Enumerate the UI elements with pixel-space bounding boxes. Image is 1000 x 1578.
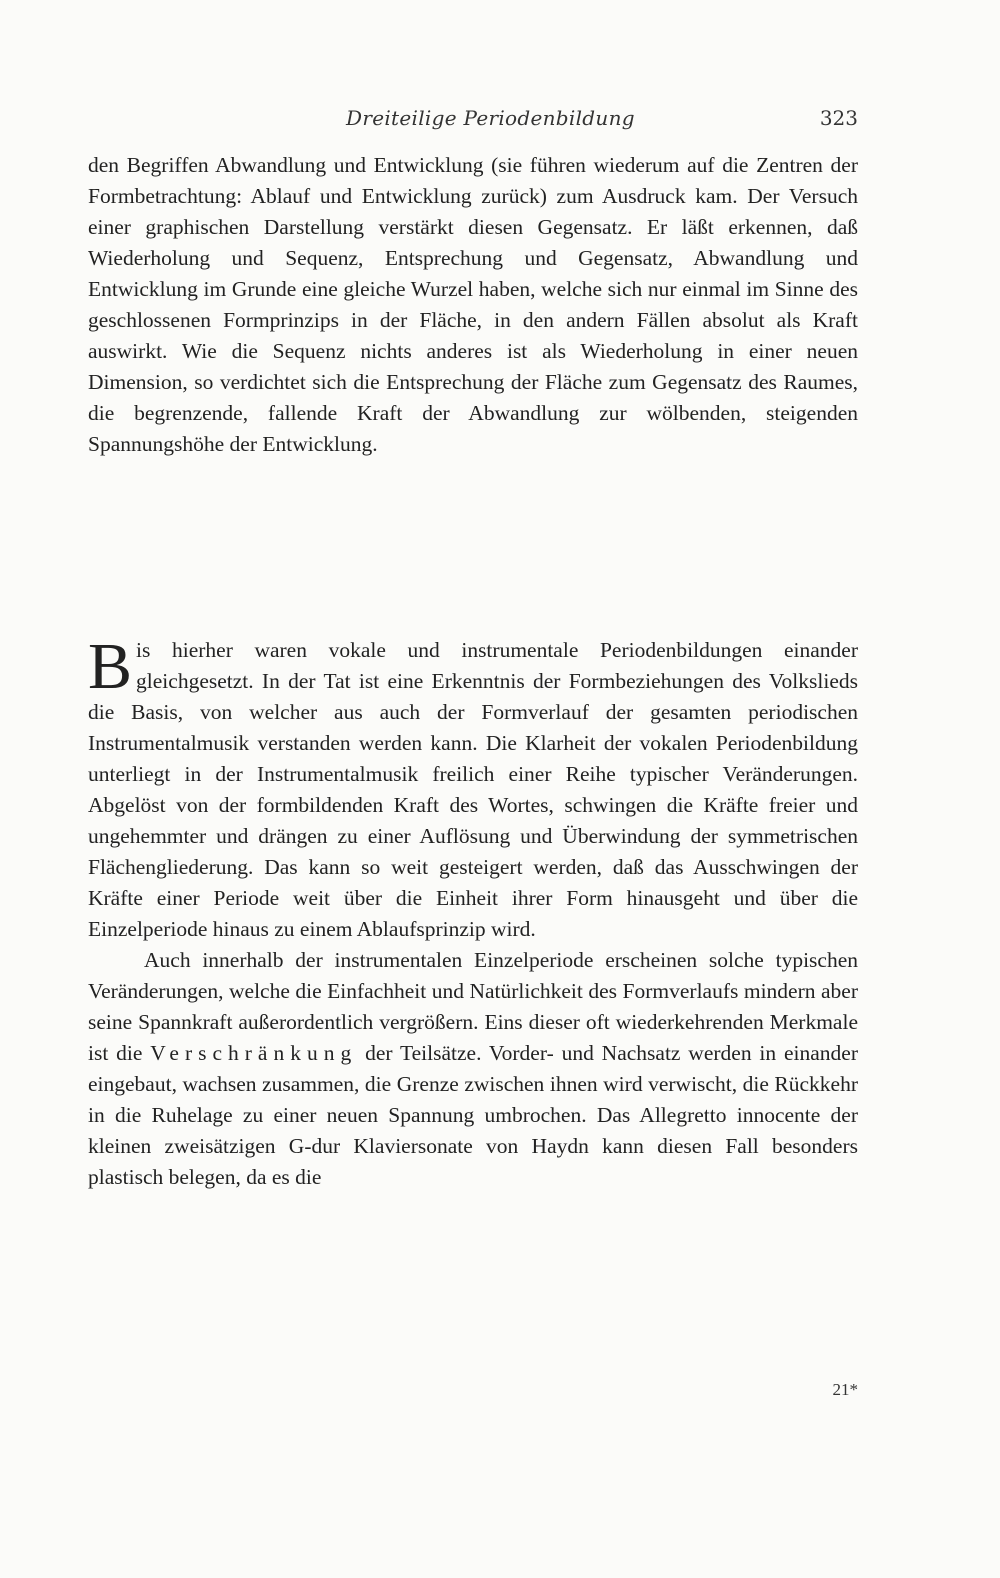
- paragraph-dropcap-text: is hierher waren vokale und instrumentale Periodenbildungen einander gleichgesetzt. In der Tat ist eine Erkenntnis der Formbeziehungen des Volkslieds die Basis, von welcher aus auch der Formverlauf der gesamten periodischen Instrumentalmusik verstanden werden kann. Die Klarheit der vokalen Periodenbildung unterliegt in der Instrumentalmusik freilich einer Reihe typischer Veränderungen. Abgelöst von der formbildenden Kraft des Wortes, schwingen die Kräfte freier und ungehemmter und drängen zu einer Auflösung und Überwindung der symmetrischen Flächengliederung. Das kann so weit gesteigert werden, daß das Ausschwingen der Kräfte einer Periode weit über die Einheit ihrer Form hinausgeht und über die Einzelperiode hinaus zu einem Ablaufsprinzip wird.: [88, 638, 858, 941]
- paragraph-text-after: der Teilsätze. Vorder- und Nachsatz werden in einander eingebaut, wachsen zusammen, die Grenze zwischen ihnen wird verwischt, die Rückkehr in die Ruhelage zu einer neuen Spannung umbrochen. Das Allegretto innocente der kleinen zweisätzigen G-dur Klaviersonate von Haydn kann diesen Fall besonders plastisch belegen, da es die: [88, 1041, 858, 1189]
- page-header: [88, 106, 858, 146]
- emphasized-term: Verschränkung: [150, 1041, 358, 1065]
- drop-cap-letter: B: [88, 630, 133, 703]
- paragraph-verschraenkung: [88, 945, 858, 1193]
- text-block-lower: [88, 630, 858, 1193]
- paragraph-continued: den Begriffen Abwandlung und Entwicklung (sie führen wiederum auf die Zentren der Formbetrachtung: Ablauf und Entwicklung zurück) zum Ausdruck kam. Der Versuch einer graphischen Darstellung verstärkt diesen Gegensatz. Er läßt erkennen, daß Wiederholung und Sequenz, Entsprechung und Gegensatz, Abwandlung und Entwicklung im Grunde eine gleiche Wurzel haben, welche sich nur einmal im Sinne des geschlossenen Formprinzips in der Fläche, in den andern Fällen absolut als Kraft auswirkt. Wie die Sequenz nichts anderes ist als Wiederholung in einer neuen Dimension, so verdichtet sich die Entsprechung der Fläche zum Gegensatz des Raumes, die begrenzende, fallende Kraft der Abwandlung zur wölbenden, steigenden Spannungshöhe der Entwicklung.: [88, 153, 858, 456]
- paragraph-dropcap: [88, 630, 858, 945]
- paragraph-text-before: Auch innerhalb der instrumentalen Einzelperiode erscheinen solche typischen Veränderungen, welche die Einfachheit und Natürlichkeit des Formverlaufs mindern aber seine Spannkraft außerordentlich vergrößern. Eins dieser oft wiederkehrenden Merkmale ist die: [88, 948, 858, 1065]
- text-block-upper: [88, 150, 858, 460]
- running-title: Dreiteilige Periodenbildung: [346, 106, 635, 130]
- page-number: 323: [819, 106, 858, 130]
- signature-mark: 21*: [832, 1380, 858, 1399]
